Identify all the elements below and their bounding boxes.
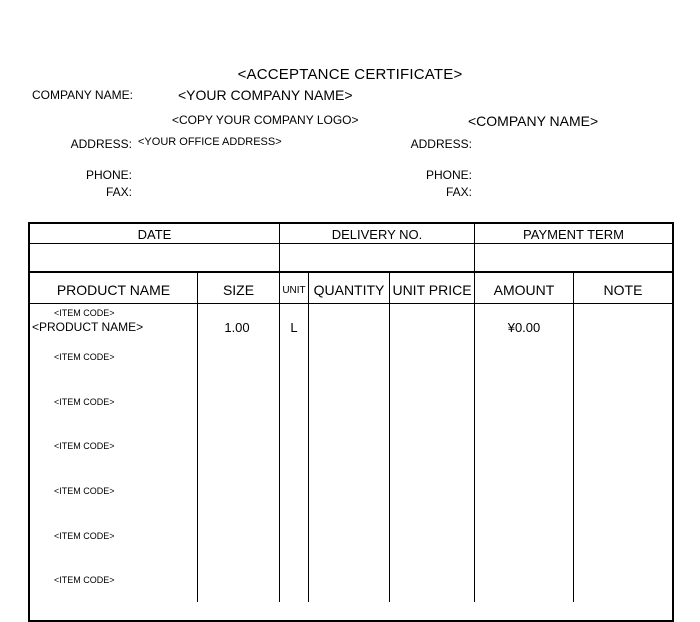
- document-title: <ACCEPTANCE CERTIFICATE>: [237, 66, 463, 83]
- phone-label-right: PHONE:: [425, 168, 472, 182]
- col-header-unit-price: UNIT PRICE: [392, 282, 472, 298]
- item-code: <ITEM CODE>: [54, 397, 115, 407]
- fax-label-left: FAX:: [105, 185, 132, 199]
- row-divider: [28, 303, 674, 304]
- address-label-left: ADDRESS:: [70, 137, 132, 151]
- amount-value: ¥0.00: [507, 320, 541, 335]
- delivery-no-label: DELIVERY NO.: [331, 227, 423, 242]
- your-company-name: <YOUR COMPANY NAME>: [178, 87, 353, 103]
- item-code: <ITEM CODE>: [54, 531, 115, 541]
- phone-label-left: PHONE:: [85, 168, 132, 182]
- col-divider: [573, 272, 574, 602]
- row-divider-thick: [28, 271, 674, 273]
- office-address: <YOUR OFFICE ADDRESS>: [138, 136, 282, 148]
- col-divider: [389, 272, 390, 602]
- col-header-note: NOTE: [603, 282, 643, 298]
- item-code: <ITEM CODE>: [54, 441, 115, 451]
- item-code: <ITEM CODE>: [54, 352, 115, 362]
- col-header-amount: AMOUNT: [493, 282, 555, 298]
- address-label-right: ADDRESS:: [410, 137, 472, 151]
- col-header-product-name: PRODUCT NAME: [56, 282, 171, 298]
- client-company-name: <COMPANY NAME>: [468, 113, 599, 129]
- col-header-size: SIZE: [222, 282, 255, 298]
- item-code: <ITEM CODE>: [54, 575, 115, 585]
- unit-value: L: [290, 320, 298, 335]
- date-label: DATE: [137, 227, 172, 242]
- company-logo-placeholder: <COPY YOUR COMPANY LOGO>: [172, 113, 359, 127]
- col-header-quantity: QUANTITY: [313, 282, 385, 298]
- payment-term-label: PAYMENT TERM: [523, 227, 624, 242]
- fax-label-right: FAX:: [445, 185, 472, 199]
- item-code: <ITEM CODE>: [54, 486, 115, 496]
- row-divider: [28, 243, 674, 244]
- col-header-unit: UNIT: [282, 285, 306, 296]
- col-divider: [308, 272, 309, 602]
- company-name-label: COMPANY NAME:: [32, 88, 133, 102]
- product-name: <PRODUCT NAME>: [32, 320, 144, 334]
- item-code: <ITEM CODE>: [54, 308, 115, 318]
- size-value: 1.00: [224, 320, 250, 335]
